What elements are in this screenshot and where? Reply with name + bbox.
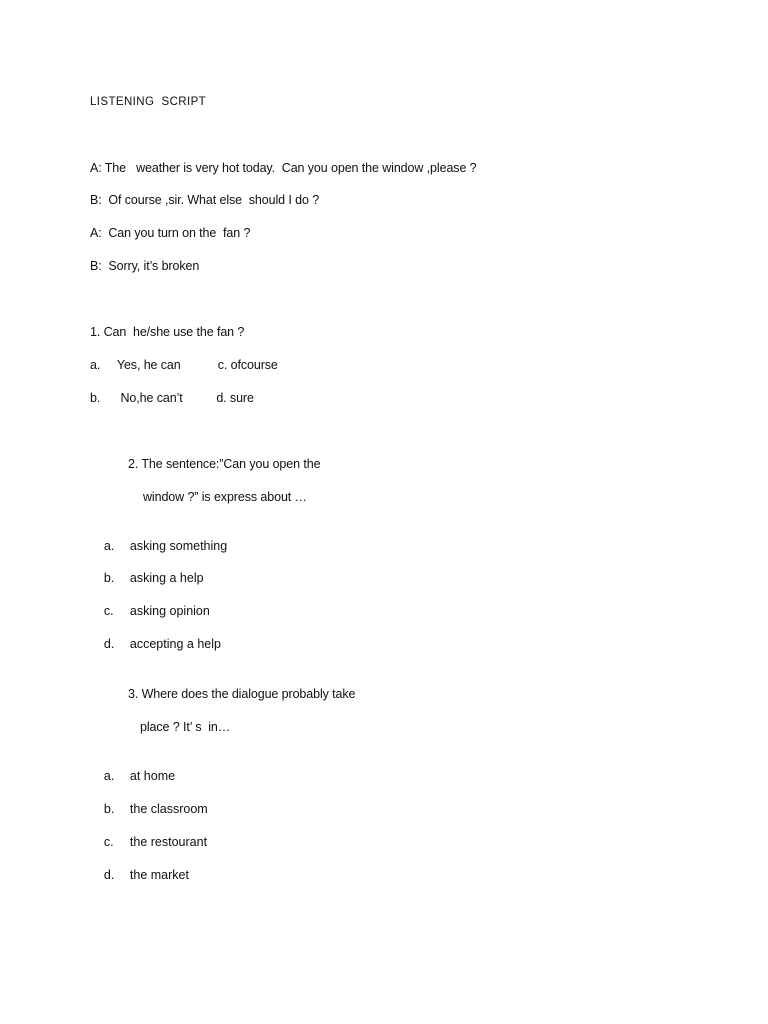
- option-text: the classroom: [129, 802, 208, 816]
- option-text: accepting a help: [129, 637, 221, 651]
- option-letter: a.: [103, 769, 115, 783]
- option-letter: d.: [103, 637, 115, 651]
- dialogue-line-3: A: Can you turn on the fan ?: [90, 226, 251, 240]
- option-text: the market: [129, 868, 189, 882]
- question-1-options-row-2: b. No,he can’t d. sure: [90, 391, 254, 405]
- dialogue-line-1: A: The weather is very hot today. Can you open the window ,please ?: [90, 161, 477, 175]
- question-1-options-row-1: a. Yes, he can c. ofcourse: [90, 358, 278, 372]
- question-3-option-d: [90, 851, 189, 899]
- option-letter: b.: [103, 571, 115, 585]
- question-2-option-d: [90, 620, 221, 668]
- option-letter: c.: [103, 604, 114, 618]
- dialogue-line-4: B: Sorry, it’s broken: [90, 259, 200, 273]
- document-title: LISTENING SCRIPT: [90, 96, 207, 108]
- option-text: asking a help: [129, 571, 204, 585]
- option-letter: a.: [103, 539, 115, 553]
- dialogue-line-2: B: Of course ,sir. What else should I do ?: [90, 193, 320, 207]
- option-text: at home: [129, 769, 176, 783]
- option-letter: c.: [103, 835, 114, 849]
- question-2-text-line-2: window ?” is express about …: [143, 490, 307, 504]
- option-text: the restourant: [129, 835, 208, 849]
- option-letter: b.: [103, 802, 115, 816]
- question-1-text: 1. Can he/she use the fan ?: [90, 325, 245, 339]
- question-3-text-line-2: place ? It’ s in…: [140, 720, 231, 734]
- question-2-text-line-1: 2. The sentence:”Can you open the: [128, 457, 321, 471]
- question-3-text-line-1: 3. Where does the dialogue probably take: [128, 687, 356, 701]
- option-text: asking something: [129, 539, 228, 553]
- option-text: asking opinion: [129, 604, 210, 618]
- option-letter: d.: [103, 868, 115, 882]
